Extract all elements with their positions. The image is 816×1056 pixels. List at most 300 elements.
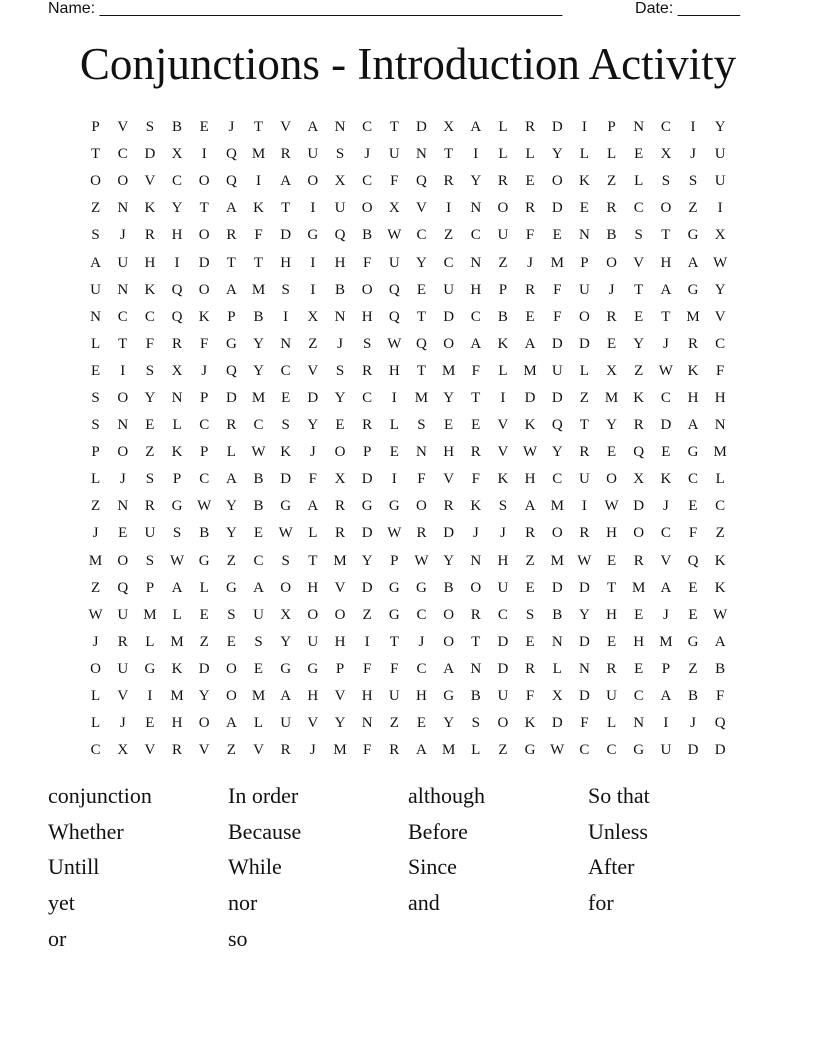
grid-letter: R [144,498,155,515]
grid-letter: A [687,254,699,271]
grid-letter: R [144,227,155,244]
grid-letter: N [361,715,373,732]
grid-letter: G [416,579,427,596]
grid-letter: C [117,308,128,325]
grid-letter: G [361,498,373,515]
grid-letter: M [333,742,347,759]
grid-letter: J [690,146,696,163]
grid-letter: Y [225,525,237,542]
grid-letter: R [525,119,536,136]
grid-letter: R [525,200,536,217]
grid-letter: P [335,660,345,677]
grid-letter: I [256,173,262,190]
grid-letter: H [470,281,482,298]
grid-letter: W [197,498,212,515]
grid-letter: E [444,417,454,434]
grid-letter: R [579,444,590,461]
grid-letter: H [171,715,183,732]
grid-letter: Y [633,335,645,352]
page-title: Conjunctions - Introduction Activity [79,39,737,89]
grid-letter: P [362,444,372,461]
grid-letter: E [525,308,535,325]
grid-letter: E [90,362,101,379]
grid-letter: K [144,281,156,298]
grid-letter: A [307,119,319,136]
grid-letter: L [172,606,182,623]
word-list-item: So that [588,783,650,808]
grid-letter: A [660,688,672,705]
grid-letter: J [119,227,126,244]
grid-letter: W [169,552,185,569]
grid-letter: R [443,498,454,515]
grid-letter: W [414,552,429,569]
grid-letter: O [416,498,427,515]
grid-letter: K [253,200,264,217]
grid-letter: D [551,200,563,217]
grid-letter: I [717,200,723,217]
grid-letter: F [145,335,155,352]
grid-letter: O [660,200,672,217]
grid-letter: D [280,227,292,244]
grid-letter: G [144,660,156,677]
grid-letter: D [524,389,536,406]
grid-letter: E [688,606,698,623]
grid-letter: H [606,606,617,623]
grid-letter: V [714,308,726,325]
grid-letter: F [471,362,480,379]
grid-letter: M [604,389,619,406]
grid-letter: J [119,471,126,488]
grid-letter: T [661,227,671,244]
grid-letter: T [606,579,617,596]
grid-letter: I [147,688,153,705]
grid-letter: D [578,633,590,650]
grid-letter: W [550,742,565,759]
grid-letter: D [361,471,373,488]
word-list-item: Unless [588,818,648,844]
grid-letter: Y [551,444,563,461]
grid-letter: G [280,660,292,677]
grid-letter: Z [498,254,508,271]
grid-letter: L [498,119,508,136]
grid-letter: B [362,227,373,244]
grid-letter: D [578,579,590,596]
grid-letter: O [117,173,129,190]
grid-letter: A [225,200,237,217]
grid-letter: I [364,633,370,650]
grid-letter: V [633,254,645,271]
grid-letter: J [662,335,669,352]
grid-letter: T [389,119,399,136]
grid-letter: Z [90,498,101,515]
grid-letter: C [362,389,373,406]
grid-letter: R [172,742,183,759]
grid-letter: J [92,525,99,542]
grid-letter: M [659,633,673,650]
grid-letter: U [307,146,319,163]
grid-letter: Z [688,660,698,677]
grid-letter: O [334,444,346,461]
grid-letter: Y [307,417,319,434]
grid-letter: K [633,389,645,406]
grid-letter: G [307,660,319,677]
grid-letter: T [389,633,399,650]
grid-letter: N [117,200,129,217]
grid-letter: P [91,119,100,136]
grid-letter: K [497,335,509,352]
grid-letter: R [525,525,536,542]
grid-letter: S [281,417,290,434]
grid-letter: P [661,660,671,677]
grid-letter: F [362,742,372,759]
grid-letter: S [91,417,100,434]
grid-letter: H [416,688,427,705]
grid-letter: F [308,471,317,488]
grid-letter: E [606,444,617,461]
grid-letter: O [198,173,210,190]
grid-letter: W [278,525,293,542]
grid-letter: H [334,633,346,650]
grid-letter: C [443,254,454,271]
grid-letter: R [606,308,617,325]
grid-letter: F [417,471,426,488]
grid-letter: C [715,335,726,352]
grid-letter: R [362,362,373,379]
grid-letter: K [687,362,699,379]
grid-letter: C [660,525,671,542]
grid-letter: C [579,742,590,759]
grid-letter: I [581,498,587,515]
grid-letter: A [687,417,699,434]
grid-letter: J [608,281,615,298]
grid-letter: D [416,119,427,136]
grid-letter: Z [715,525,725,542]
grid-letter: T [661,308,671,325]
grid-letter: N [470,660,482,677]
grid-letter: Y [144,389,156,406]
grid-letter: E [335,417,345,434]
grid-letter: O [633,525,645,542]
grid-letter: T [416,308,427,325]
grid-letter: M [550,254,564,271]
grid-letter: O [225,660,237,677]
grid-letter: J [690,715,696,732]
grid-letter: P [607,119,616,136]
grid-letter: U [334,200,346,217]
grid-letter: E [606,633,617,650]
grid-letter: M [550,498,564,515]
grid-letter: R [117,633,128,650]
grid-letter: S [661,173,671,190]
grid-letter: K [660,471,672,488]
grid-letter: J [364,146,371,163]
grid-letter: L [579,146,589,163]
grid-letter: Y [443,715,455,732]
grid-letter: T [253,119,264,136]
grid-letter: W [387,335,402,352]
grid-letter: S [145,119,155,136]
grid-letter: Z [389,715,399,732]
grid-letter: V [144,742,156,759]
grid-letter: A [660,579,672,596]
grid-letter: N [117,498,129,515]
grid-letter: M [632,579,646,596]
grid-letter: T [90,146,101,163]
grid-letter: D [551,119,563,136]
grid-letter: B [552,606,563,623]
grid-letter: S [634,227,643,244]
grid-letter: I [174,254,180,271]
grid-letter: B [443,579,454,596]
grid-letter: Y [334,715,346,732]
grid-letter: E [661,444,671,461]
grid-letter: J [337,335,343,352]
grid-letter: V [497,417,509,434]
grid-letter: F [362,660,372,677]
grid-letter: M [251,146,266,163]
grid-letter: M [414,389,429,406]
grid-letter: C [633,200,644,217]
grid-letter: L [715,471,725,488]
word-list-item: Untill [48,854,100,880]
grid-letter: N [714,417,726,434]
grid-letter: J [472,525,479,542]
grid-letter: G [687,444,699,461]
grid-letter: E [579,200,589,217]
grid-letter: C [660,389,671,406]
grid-letter: H [388,362,400,379]
grid-letter: E [145,715,155,732]
grid-letter: A [470,119,482,136]
grid-letter: U [307,633,319,650]
grid-letter: I [500,389,506,406]
grid-letter: C [172,173,183,190]
grid-letter: R [172,335,183,352]
grid-letter: E [253,660,264,677]
grid-letter: D [551,335,563,352]
grid-letter: H [171,227,183,244]
grid-letter: H [606,525,617,542]
grid-letter: T [308,552,318,569]
grid-letter: T [579,417,589,434]
grid-letter: X [551,688,563,705]
grid-letter: D [714,742,726,759]
grid-letter: V [117,688,129,705]
grid-letter: D [198,660,210,677]
grid-letter: P [145,579,155,596]
grid-letter: R [334,498,345,515]
grid-letter: M [251,389,266,406]
grid-letter: G [687,633,699,650]
grid-letter: E [525,633,535,650]
grid-letter: N [633,715,645,732]
grid-letter: F [525,227,535,244]
grid-letter: L [199,579,209,596]
grid-letter: U [714,146,726,163]
grid-letter: A [524,335,536,352]
grid-letter: I [446,200,452,217]
grid-letter: D [497,633,509,650]
grid-letter: I [120,362,126,379]
grid-letter: W [88,606,103,623]
grid-letter: M [333,552,347,569]
grid-letter: A [253,579,264,596]
grid-letter: I [283,308,289,325]
grid-letter: T [253,254,264,271]
grid-letter: U [578,471,590,488]
word-list-item: and [408,890,440,916]
grid-letter: W [658,362,673,379]
grid-letter: J [662,606,669,623]
grid-letter: S [91,389,100,406]
grid-letter: X [334,471,346,488]
grid-letter: Q [551,417,563,434]
grid-letter: R [280,742,291,759]
grid-letter: C [253,552,264,569]
grid-letter: T [634,281,644,298]
grid-letter: L [145,633,155,650]
grid-letter: R [416,525,427,542]
grid-letter: F [580,715,589,732]
grid-letter: A [307,498,319,515]
grid-letter: U [497,227,509,244]
grid-letter: E [199,606,209,623]
grid-letter: O [198,715,210,732]
grid-letter: Q [225,362,237,379]
grid-letter: C [633,688,644,705]
grid-letter: G [225,579,237,596]
grid-letter: H [497,552,509,569]
grid-letter: U [117,254,129,271]
grid-letter: G [687,281,699,298]
grid-letter: T [199,200,209,217]
grid-letter: U [578,281,590,298]
grid-letter: K [524,715,536,732]
grid-letter: A [225,471,237,488]
grid-letter: J [309,444,316,461]
grid-letter: A [416,742,427,759]
grid-letter: Z [226,742,236,759]
grid-letter: B [470,688,481,705]
grid-letter: D [443,525,455,542]
grid-letter: V [334,688,346,705]
word-list [48,780,768,958]
grid-letter: H [687,389,699,406]
grid-letter: V [307,362,319,379]
grid-letter: Z [498,742,508,759]
grid-letter: O [117,552,129,569]
grid-letter: K [524,417,536,434]
grid-letter: L [525,146,535,163]
grid-letter: N [578,227,590,244]
word-list-item: After [588,854,635,880]
grid-letter: N [334,308,346,325]
grid-letter: Z [606,173,617,190]
grid-letter: D [280,471,292,488]
grid-letter: U [551,362,563,379]
grid-letter: F [716,362,725,379]
grid-letter: C [280,362,291,379]
grid-letter: D [144,146,156,163]
grid-letter: C [253,417,264,434]
grid-letter: Z [525,552,535,569]
grid-letter: H [307,688,319,705]
grid-letter: A [470,335,482,352]
grid-letter: V [660,552,672,569]
grid-letter: U [144,525,156,542]
grid-letter: W [577,552,592,569]
grid-letter: P [227,308,236,325]
grid-letter: A [90,254,101,271]
grid-letter: S [145,362,155,379]
grid-letter: D [551,579,563,596]
grid-letter: P [580,254,589,271]
grid-letter: Z [226,552,236,569]
grid-letter: O [334,606,346,623]
grid-letter: H [361,688,373,705]
grid-letter: X [388,200,400,217]
grid-letter: H [144,254,156,271]
word-list-item: conjunction [48,783,152,808]
word-list-item: nor [228,890,258,916]
grid-letter: M [441,362,456,379]
grid-letter: A [280,173,292,190]
grid-letter: D [361,525,373,542]
grid-letter: H [524,471,536,488]
grid-letter: O [443,606,455,623]
grid-letter: C [688,471,699,488]
grid-letter: G [388,579,400,596]
grid-letter: H [633,633,645,650]
grid-letter: L [579,362,589,379]
grid-letter: B [606,227,617,244]
grid-letter: H [307,579,319,596]
grid-letter: W [522,444,538,461]
grid-letter: S [417,417,426,434]
grid-letter: H [334,254,346,271]
grid-letter: X [307,308,319,325]
grid-letter: B [253,498,264,515]
grid-letter: D [578,688,590,705]
grid-letter: Q [388,308,400,325]
grid-letter: O [198,227,210,244]
grid-letter: U [388,146,400,163]
grid-letter: V [253,742,264,759]
grid-letter: Q [334,227,346,244]
grid-letter: Y [361,552,373,569]
header-row [48,0,740,18]
grid-letter: E [606,552,617,569]
grid-letter: K [714,579,726,596]
grid-letter: C [117,146,128,163]
grid-letter: T [444,146,454,163]
grid-letter: F [716,688,725,705]
grid-letter: Q [225,173,237,190]
grid-letter: K [714,552,726,569]
grid-letter: M [88,552,103,569]
grid-letter: X [117,742,129,759]
grid-letter: L [606,715,617,732]
grid-letter: S [172,525,182,542]
grid-letter: U [443,281,455,298]
grid-letter: U [117,606,129,623]
grid-letter: T [471,633,481,650]
grid-letter: L [90,715,101,732]
grid-letter: G [633,742,645,759]
grid-letter: U [606,688,617,705]
grid-letter: W [713,254,728,271]
grid-letter: F [471,471,480,488]
